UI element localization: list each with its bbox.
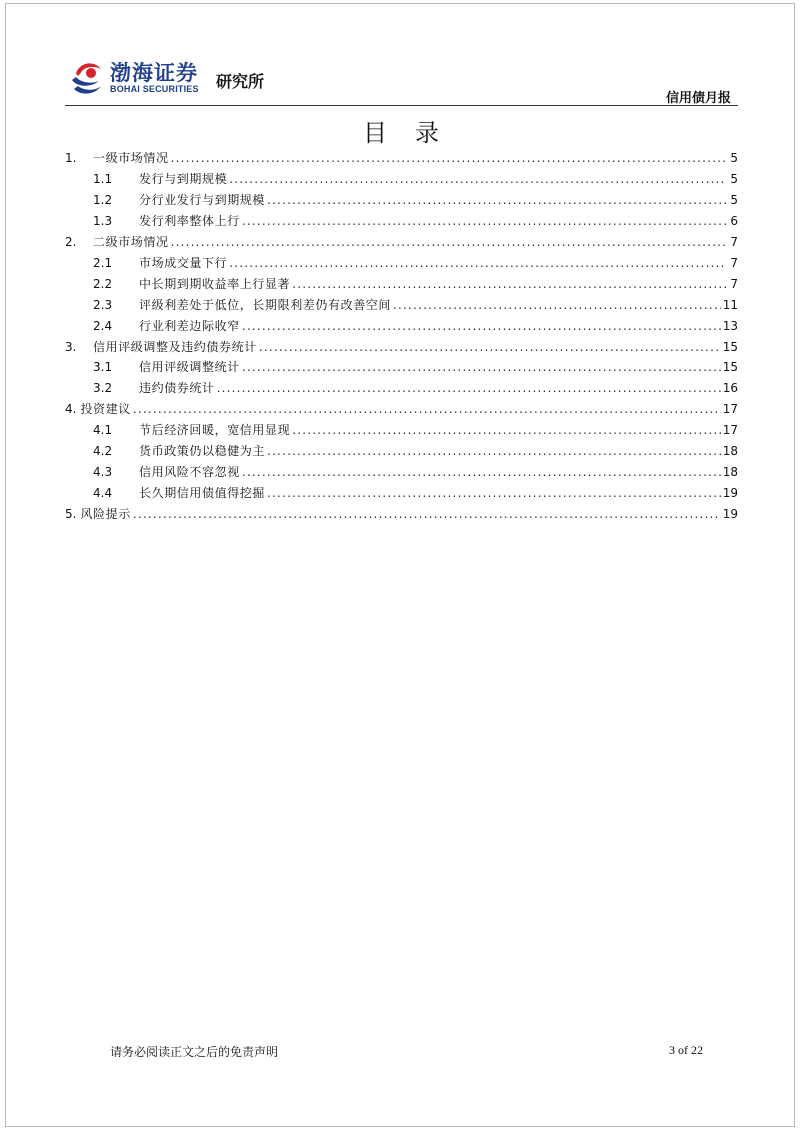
toc-entry[interactable] xyxy=(93,169,738,190)
disclaimer-note: 请务必阅读正文之后的免责声明 xyxy=(110,1045,279,1059)
toc-entry-title: 分行业发行与到期规模 xyxy=(139,193,266,208)
toc-entry-page: 17 xyxy=(722,423,738,438)
toc-entry-number: 1.2 xyxy=(93,193,113,208)
toc-entry[interactable] xyxy=(93,211,738,232)
toc-entry-title: 投资建议 xyxy=(80,402,131,417)
toc-entry-page: 11 xyxy=(722,297,738,312)
toc-entry-number: 3.1 xyxy=(93,360,113,375)
toc-leader-dots xyxy=(242,360,721,374)
toc-entry-page: 15 xyxy=(722,339,738,354)
toc-entry-number: 4.3 xyxy=(93,464,113,479)
toc-entry[interactable] xyxy=(93,273,738,294)
toc-entry[interactable] xyxy=(93,315,738,336)
toc-entry-number: 1.3 xyxy=(93,214,113,229)
toc-entry-title: 长久期信用债值得挖掘 xyxy=(139,485,266,500)
toc-leader-dots xyxy=(133,402,721,416)
toc-entry-title: 发行利率整体上行 xyxy=(139,214,240,229)
toc-title: 目录 xyxy=(363,119,467,147)
toc-entry[interactable] xyxy=(93,190,738,211)
toc-entry-number: 4.2 xyxy=(93,444,113,459)
toc-entry-number: 2. xyxy=(65,235,77,250)
toc-entry-number: 3.2 xyxy=(93,381,113,396)
toc-entry-number: 1. xyxy=(65,151,77,166)
toc-entry-number: 1.1 xyxy=(93,172,113,187)
toc-entry-title: 信用评级调整及违约债券统计 xyxy=(93,339,257,354)
toc-entry-number: 2.2 xyxy=(93,276,113,291)
toc-entry[interactable] xyxy=(65,336,738,357)
toc-entry-page: 5 xyxy=(730,193,738,208)
toc-entry[interactable] xyxy=(93,441,738,462)
toc-entry[interactable] xyxy=(65,399,738,420)
toc-leader-dots xyxy=(292,277,726,291)
toc-entry-title: 信用评级调整统计 xyxy=(139,360,240,375)
toc-entry-title: 一级市场情况 xyxy=(93,151,169,166)
toc-entry[interactable] xyxy=(93,294,738,315)
toc-leader-dots xyxy=(292,423,721,437)
toc-entry-title: 二级市场情况 xyxy=(93,235,169,250)
toc-entry-page: 7 xyxy=(730,235,738,250)
toc-entry-page: 18 xyxy=(722,444,738,459)
toc-entry-title: 节后经济回暖，宽信用显现 xyxy=(139,423,291,438)
toc-entry[interactable] xyxy=(65,232,738,253)
logo-chinese-name: 渤海证券 xyxy=(110,60,198,85)
toc-entry[interactable] xyxy=(93,420,738,441)
page-indicator: 3 of 22 xyxy=(669,1043,703,1057)
toc-entry-number: 2.1 xyxy=(93,255,113,270)
toc-entry-title: 行业利差边际收窄 xyxy=(139,318,240,333)
toc-entry-number: 3. xyxy=(65,339,77,354)
toc-leader-dots xyxy=(133,507,721,521)
institute-name: 研究所 xyxy=(216,72,265,91)
toc-entry[interactable] xyxy=(93,378,738,399)
toc-leader-dots xyxy=(217,381,721,395)
toc-leader-dots xyxy=(267,193,726,207)
toc-entry-number: 2.4 xyxy=(93,318,113,333)
toc-leader-dots xyxy=(242,465,721,479)
toc-leader-dots xyxy=(393,298,721,312)
toc-leader-dots xyxy=(242,319,721,333)
bohai-logo-icon xyxy=(70,58,104,98)
toc-entry-page: 18 xyxy=(722,464,738,479)
toc-entry-title: 市场成交量下行 xyxy=(139,255,228,270)
toc-entry[interactable] xyxy=(93,357,738,378)
toc-leader-dots xyxy=(171,151,726,165)
toc-entry-page: 7 xyxy=(730,255,738,270)
toc-leader-dots xyxy=(229,256,726,270)
toc-entry-title: 评级利差处于低位，长期限利差仍有改善空间 xyxy=(139,297,392,312)
toc-entry-page: 17 xyxy=(722,402,738,417)
toc-entry[interactable] xyxy=(65,503,738,524)
toc-entry-title: 发行与到期规模 xyxy=(139,172,228,187)
toc-entry-title: 风险提示 xyxy=(80,506,131,521)
toc-leader-dots xyxy=(229,172,726,186)
toc-leader-dots xyxy=(267,486,721,500)
toc-entry-page: 19 xyxy=(722,485,738,500)
toc-entry-page: 19 xyxy=(722,506,738,521)
toc-entry-number: 4.4 xyxy=(93,485,113,500)
toc-entry-title: 违约债券统计 xyxy=(139,381,215,396)
toc-entry-page: 5 xyxy=(730,151,738,166)
toc-entry-number: 4.1 xyxy=(93,423,113,438)
toc-entry[interactable] xyxy=(93,482,738,503)
toc-entry-page: 13 xyxy=(722,318,738,333)
toc-entry-number: 2.3 xyxy=(93,297,113,312)
report-type: 信用债月报 xyxy=(665,91,731,106)
toc-leader-dots xyxy=(259,340,721,354)
logo-english-name: BOHAI SECURITIES xyxy=(110,84,199,94)
toc-entry[interactable] xyxy=(93,253,738,274)
toc-entry-title: 中长期到期收益率上行显著 xyxy=(139,276,291,291)
toc-entry-page: 15 xyxy=(722,360,738,375)
toc-entry-page: 16 xyxy=(722,381,738,396)
toc-entry[interactable] xyxy=(93,462,738,483)
toc-entry-title: 货币政策仍以稳健为主 xyxy=(139,444,266,459)
toc-leader-dots xyxy=(267,444,721,458)
toc-entry-number: 4. xyxy=(65,402,77,417)
toc-leader-dots xyxy=(171,235,726,249)
toc-entry-page: 6 xyxy=(730,214,738,229)
toc-entry-number: 5. xyxy=(65,506,77,521)
header-divider xyxy=(65,105,738,106)
toc-leader-dots xyxy=(242,214,726,228)
toc-entry-page: 7 xyxy=(730,276,738,291)
toc-entry-page: 5 xyxy=(730,172,738,187)
toc-entry-title: 信用风险不容忽视 xyxy=(139,464,240,479)
toc-entry[interactable] xyxy=(65,148,738,169)
